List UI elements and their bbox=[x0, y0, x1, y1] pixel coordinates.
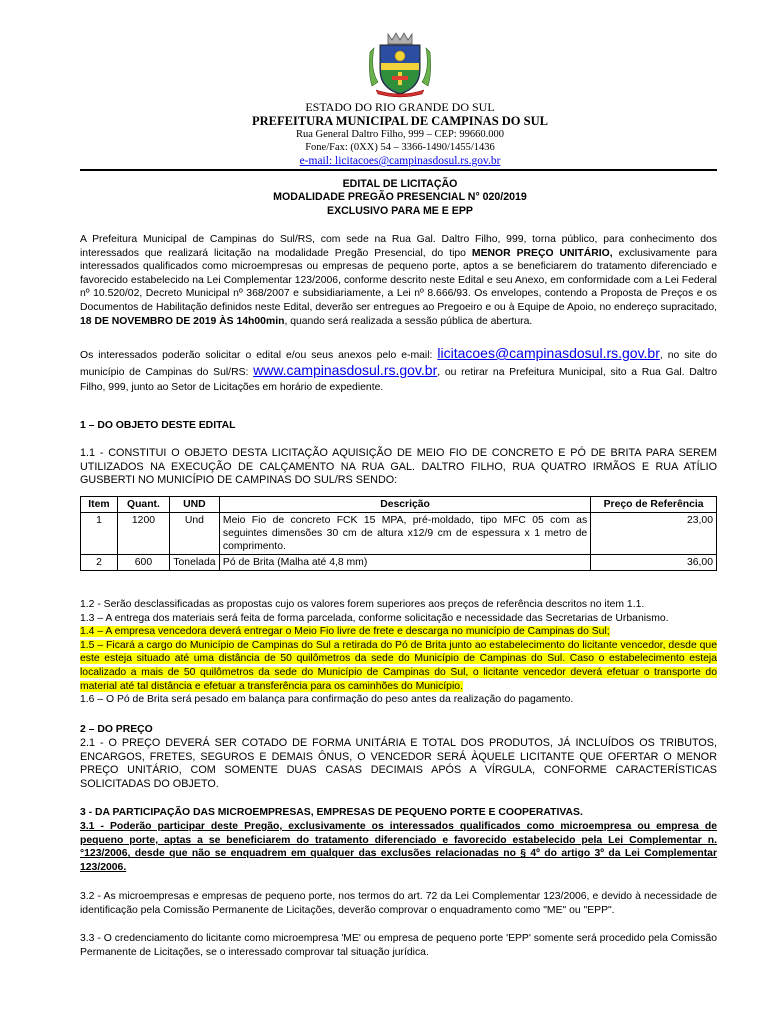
intro2-text-c: , ou retirar na Prefeitura Municipal, sito a Rua Gal. Daltro Filho, 999, junto ao Setor de Licitações em horário de expediente. bbox=[80, 367, 717, 393]
section-2-1: 2.1 - O PREÇO DEVERÁ SER COTADO DE FORMA UNITÁRIA E TOTAL DOS PRODUTOS, JÁ INCLUÍDOS OS TRIBUTOS, ENCARGOS, FRETES, SEGUROS E DEMAIS ÔNUS, O VENCEDOR SERÁ ÀQUELE LICITANTE QUE OFERTAR O MENOR PREÇO UNITÁRIO, COM SOMENTE DUAS CASAS DECIMAIS APÓS A VÍRGULA, CONFORME CARACTERÍSTICAS SOLICITADAS DO OBJETO. bbox=[80, 737, 717, 790]
prefecture-name: PREFEITURA MUNICIPAL DE CAMPINAS DO SUL bbox=[252, 114, 548, 128]
intro-paragraph-2 bbox=[80, 346, 717, 395]
item-1-4 bbox=[80, 625, 717, 639]
section-3-3: 3.3 - O credenciamento do licitante como microempresa 'ME' ou empresa de pequeno porte 'EPP' somente será procedido pela Comissão Permanente de Licitações, se o interessado comprovar tal situação jurídica. bbox=[80, 933, 717, 958]
cell-descricao: Pó de Brita (Malha até 4,8 mm) bbox=[219, 555, 590, 571]
state-name: ESTADO DO RIO GRANDE DO SUL bbox=[305, 100, 495, 114]
cell-descricao: Meio Fio de concreto FCK 15 MPA, pré-moldado, tipo MFC 05 com as seguintes dimensões 30 cm de altura x12/9 cm de espessura x 1 metro de comprimento. bbox=[219, 513, 590, 555]
section-1-1-object: 1.1 - CONSTITUI O OBJETO DESTA LICITAÇÃO AQUISIÇÃO DE MEIO FIO DE CONCRETO E PÓ DE BRITA PARA SEREM UTILIZADOS NA EXECUÇÃO DE CALÇAMENTO NA RUA GAL. DALTRO FILHO, RUA QUATRO IRMÃOS E RUA ATÍLIO GUSBERTI NO MUNICÍPIO DE CAMPINAS DO SUL/RS SENDO: bbox=[80, 447, 717, 487]
item-1-5 bbox=[80, 639, 717, 693]
item-1-3: 1.3 – A entrega dos materiais será feita de forma parcelada, conforme solicitação e necessidade das Secretarias de Urbanismo. bbox=[80, 612, 669, 624]
address: Rua General Daltro Filho, 999 – CEP: 99660.000 bbox=[296, 129, 504, 140]
intro-type-bold: MENOR PREÇO UNITÁRIO, bbox=[471, 247, 613, 259]
intro-text-a: A Prefeitura Municipal de Campinas do Sul/RS, com sede na Rua Gal. Daltro Filho, 999, torna público, para conhecimento dos interessados que realizará licitação na modalidade Pregão Presencial, do tipo bbox=[80, 234, 717, 259]
items-1-2-to-1-6 bbox=[80, 598, 717, 707]
section-1-title: 1 – DO OBJETO DESTE EDITAL bbox=[80, 420, 236, 431]
intro2-text-b: , no site do município de Campinas do Sul/RS: bbox=[80, 350, 717, 378]
cell-quant: 1200 bbox=[117, 513, 169, 555]
col-descricao: Descrição bbox=[219, 497, 590, 513]
intro-text-c: , quando será realizada a sessão pública de abertura. bbox=[284, 315, 533, 327]
cell-preco: 23,00 bbox=[591, 513, 717, 555]
title-line-2: MODALIDADE PREGÃO PRESENCIAL N° 020/2019 bbox=[273, 191, 527, 204]
cell-und: Tonelada bbox=[169, 555, 219, 571]
col-und: UND bbox=[169, 497, 219, 513]
table-row bbox=[81, 513, 717, 555]
table-row bbox=[81, 555, 717, 571]
cell-item: 2 bbox=[81, 555, 118, 571]
opening-date: 18 DE NOVEMBRO DE 2019 ÀS 14h00min bbox=[80, 315, 285, 327]
table-header-row bbox=[81, 497, 717, 513]
item-1-6: 1.6 – O Pó de Brita será pesado em balança para confirmação do peso antes da realização do pagamento. bbox=[80, 694, 574, 706]
municipal-coat-of-arms-logo bbox=[368, 30, 432, 98]
section-2-title: 2 – DO PREÇO bbox=[80, 724, 153, 735]
title-line-3: EXCLUSIVO PARA ME E EPP bbox=[327, 204, 473, 217]
col-item: Item bbox=[81, 497, 118, 513]
item-1-4-highlighted: 1.4 – A empresa vencedora deverá entregar o Meio Fio livre de frete e descarga no município de Campinas do Sul; bbox=[80, 626, 610, 638]
section-3-1: 3.1 - Poderão participar deste Pregão, exclusivamente os interessados qualificados como microempresa ou empresa de pequeno porte, aptas a se beneficiarem do tratamento diferenciado e favorecido estabelecido pela Lei Complementar n.°123/2006, desde que não se enquadrem em qualquer das exclusões relacionadas no § 4º do artigo 3º da Lei Complementar 123/2006. bbox=[80, 821, 717, 873]
section-3-title: 3 - DA PARTICIPAÇÃO DAS MICROEMPRESAS, EMPRESAS DE PEQUENO PORTE E COOPERATIVAS. bbox=[80, 807, 583, 818]
cell-preco: 36,00 bbox=[591, 555, 717, 571]
intro-text-b: exclusivamente para interessados qualificados como microempresas ou empresas de pequeno porte, aptos a se beneficiarem do tratamento diferenciado e favorecido estabelecido na Lei Complementar 123/2006, conforme descrito neste Edital e seu Anexo, em conformidade com a Lei Federal nº 10.520/02, Decreto Municipal nº 368/2007 e subsidiariamente, a Lei nº 8.666/93. Os envelopes, contendo a Proposta de Preços e os Documentos de Habilitação definidos neste Edital, deverão ser entregues ao Pregoeiro e ou à Equipe de Apoio, no endereço supracitado, bbox=[80, 247, 717, 313]
document-title bbox=[80, 178, 720, 218]
col-preco: Preço de Referência bbox=[591, 497, 717, 513]
col-quant: Quant. bbox=[117, 497, 169, 513]
title-line-1: EDITAL DE LICITAÇÃO bbox=[342, 178, 458, 190]
cell-quant: 600 bbox=[117, 555, 169, 571]
cell-item: 1 bbox=[81, 513, 118, 555]
header-divider bbox=[80, 169, 717, 171]
letterhead bbox=[80, 100, 720, 168]
website-link[interactable]: www.campinasdosul.rs.gov.br bbox=[253, 362, 438, 378]
intro2-text-a: Os interessados poderão solicitar o edital e/ou seus anexos pelo e-mail: bbox=[80, 350, 438, 361]
item-1-5-highlighted: 1.5 – Ficará a cargo do Município de Campinas do Sul a retirada do Pó de Brita junto ao estabelecimento do licitante vencedor, desde que este esteja situado até uma distância de 50 quilômetros da sede do Município de Campinas do Sul. Caso o estabelecimento esteja localizado a mais de 50 quilômetros da sede do Município de Campinas do Sul, o licitante vencedor deverá efetuar o transporte do material até tal distância e efetuar a transferência para os caminhões do Município. bbox=[80, 639, 717, 692]
email-link[interactable]: e-mail: licitacoes@campinasdosul.rs.gov.br bbox=[299, 155, 501, 167]
cell-und: Und bbox=[169, 513, 219, 555]
phone: Fone/Fax: (0XX) 54 – 3366-1490/1455/1436 bbox=[305, 142, 495, 153]
contact-email-link[interactable]: licitacoes@campinasdosul.rs.gov.br bbox=[437, 345, 660, 361]
intro-paragraph-1 bbox=[80, 233, 717, 328]
items-table bbox=[80, 496, 717, 571]
item-1-2: 1.2 - Serão desclassificadas as propostas cujo os valores forem superiores aos preços de referência descritos no item 1.1. bbox=[80, 599, 645, 610]
section-3-2: 3.2 - As microempresas e empresas de pequeno porte, nos termos do art. 72 da Lei Complementar 123/2006, e devido à necessidade de identificação pela Comissão Permanente de Licitações, deverão comprovar o enquadramento como "ME" ou "EPP". bbox=[80, 891, 717, 916]
